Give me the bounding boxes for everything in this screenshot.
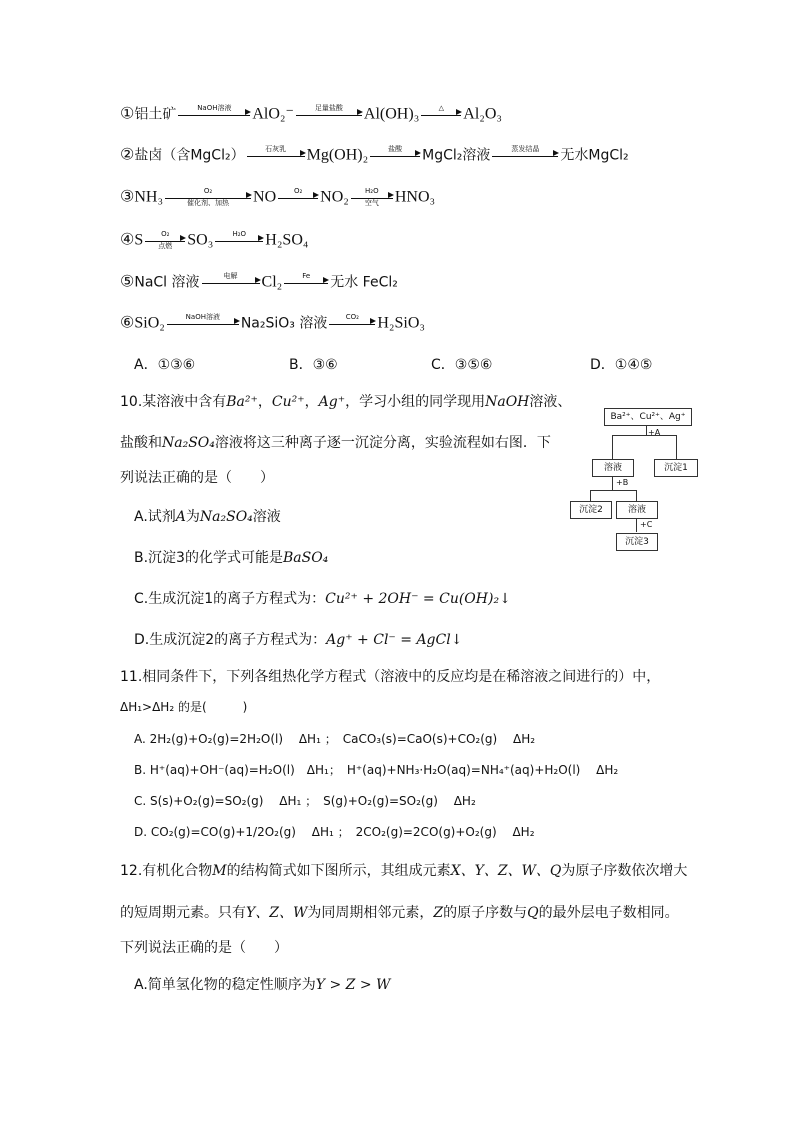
reaction-arrow: 石灰乳 <box>247 145 305 166</box>
route-3 <box>120 187 435 208</box>
route-start: NH₃ <box>134 188 164 206</box>
route-5 <box>120 272 398 293</box>
route-start: 铝土矿 <box>134 106 177 123</box>
route-6 <box>120 313 425 334</box>
route-product: H₂SiO₃ <box>377 314 425 332</box>
flow-connector <box>636 518 637 532</box>
route-start: SiO₂ <box>134 314 165 332</box>
flow-precipitate-3: 沉淀3 <box>616 533 658 551</box>
q10-option-b[interactable]: B.沉淀3的化学式可能是BaSO₄ <box>134 550 329 566</box>
reaction-arrow: △ <box>421 104 461 125</box>
route-num: ⑥ <box>120 314 135 332</box>
flow-connector <box>646 425 647 435</box>
route-product: Cl₂ <box>261 273 283 291</box>
flow-connector <box>590 490 636 491</box>
q11-option-b[interactable]: B. H⁺(aq)+OH⁻(aq)=H₂O(l) ΔH₁； H⁺(aq)+NH₃·H₂O(aq)=NH₄⁺(aq)+H₂O(l) ΔH₂ <box>134 763 619 777</box>
q11-option-d[interactable]: D. CO₂(g)=CO(g)+1/2O₂(g) ΔH₁ ； 2CO₂(g)=2CO(g)+O₂(g) ΔH₂ <box>134 825 535 839</box>
reaction-arrow: 电解 <box>202 272 260 293</box>
flow-connector <box>612 435 613 459</box>
route-2 <box>120 145 629 166</box>
reaction-arrow: CO₂ <box>329 313 375 334</box>
flow-connector <box>612 476 613 490</box>
flow-precipitate-1: 沉淀1 <box>654 459 698 477</box>
q10-stem-line3: 列说法正确的是（ ） <box>120 470 274 486</box>
reaction-arrow: O₂ 点燃 <box>145 230 185 251</box>
route-product: 无水MgCl₂ <box>560 147 629 164</box>
reaction-arrow: 足量盐酸 <box>296 104 362 125</box>
q11-stem-line1: 11.相同条件下，下列各组热化学方程式（溶液中的反应均是在稀溶液之间进行的）中， <box>120 669 661 685</box>
route-product: NO <box>253 188 277 206</box>
reaction-arrow: H₂O 空气 <box>351 187 393 208</box>
q10-stem-line2: 盐酸和Na₂SO₄溶液将这三种离子逐一沉淀分离，实验流程如右图．下 <box>120 435 551 451</box>
reaction-arrow: NaOH溶液 <box>167 313 239 334</box>
flow-connector <box>612 435 676 436</box>
flow-start-ions: Ba²⁺、Cu²⁺、Ag⁺ <box>604 408 692 426</box>
q9-option-b[interactable]: B．③⑥ <box>289 357 338 373</box>
route-num: ④ <box>120 231 135 249</box>
route-product: Al(OH)₃ <box>363 105 420 123</box>
reaction-arrow: NaOH溶液 <box>178 104 250 125</box>
reaction-arrow: H₂O <box>215 230 263 251</box>
route-num: ② <box>120 146 135 164</box>
route-4 <box>120 230 308 251</box>
q10-option-a[interactable]: A.试剂A为Na₂SO₄溶液 <box>134 509 281 525</box>
route-product: 无水 FeCl₂ <box>330 274 398 291</box>
q10-stem-line1: 10.某溶液中含有Ba²⁺，Cu²⁺，Ag⁺，学习小组的同学现用NaOH溶液、 <box>120 394 572 410</box>
route-product: Na₂SiO₃ 溶液 <box>240 315 328 332</box>
route-num: ① <box>120 105 135 123</box>
route-start: NaCl 溶液 <box>134 274 200 291</box>
route-product: NO₂ <box>320 188 349 206</box>
reaction-arrow: 盐酸 <box>370 145 420 166</box>
q11-option-a[interactable]: A. 2H₂(g)+O₂(g)=2H₂O(l) ΔH₁ ； CaCO₃(s)=CaO(s)+CO₂(g) ΔH₂ <box>134 732 536 746</box>
q12-stem-line1: 12.有机化合物M的结构简式如下图所示，其组成元素X、Y、Z、W、Q为原子序数依次增大 <box>120 863 688 879</box>
q11-option-c[interactable]: C. S(s)+O₂(g)=SO₂(g) ΔH₁ ； S(g)+O₂(g)=SO₂(g) ΔH₂ <box>134 794 476 808</box>
route-1 <box>120 104 502 125</box>
route-num: ③ <box>120 188 135 206</box>
flow-precipitate-2: 沉淀2 <box>570 501 612 519</box>
q12-stem-line3: 下列说法正确的是（ ） <box>120 940 288 956</box>
reaction-arrow: O₂ <box>278 187 318 208</box>
reaction-arrow: O₂ 催化剂、加热 <box>165 187 251 208</box>
route-product: AlO₂⁻ <box>252 105 294 123</box>
route-start: S <box>134 231 144 249</box>
route-product: SO₃ <box>187 231 214 249</box>
q9-option-d[interactable]: D．①④⑤ <box>590 357 653 373</box>
flow-connector <box>676 435 677 459</box>
flow-solution-2: 溶液 <box>616 501 658 519</box>
reaction-arrow: 蒸发结晶 <box>492 145 558 166</box>
q12-stem-line2: 的短周期元素。只有Y、Z、W为同周期相邻元素，Z的原子序数与Q的最外层电子数相同。 <box>120 905 679 921</box>
flow-connector <box>590 490 591 501</box>
route-start: 盐卤（含MgCl₂） <box>134 147 245 164</box>
q10-option-d[interactable]: D.生成沉淀2的离子方程式为：Ag⁺ + Cl⁻ = AgCl↓ <box>134 632 463 648</box>
q9-option-c[interactable]: C．③⑤⑥ <box>431 357 493 373</box>
q12-option-a[interactable]: A.简单氢化物的稳定性顺序为Y > Z > W <box>134 977 391 993</box>
separation-flowchart <box>570 408 700 558</box>
route-product: Mg(OH)₂ <box>306 146 369 164</box>
flow-add-a: +A <box>648 428 661 437</box>
route-product: MgCl₂溶液 <box>422 147 491 164</box>
flow-add-c: +C <box>640 520 653 529</box>
reaction-arrow: Fe <box>284 272 328 293</box>
flow-solution-1: 溶液 <box>592 459 634 477</box>
route-product: H₂SO₄ <box>265 231 309 249</box>
q9-option-a[interactable]: A．①③⑥ <box>134 357 196 373</box>
route-product: Al₂O₃ <box>463 105 502 123</box>
flow-add-b: +B <box>616 478 629 487</box>
q10-option-c[interactable]: C.生成沉淀1的离子方程式为：Cu²⁺ + 2OH⁻ = Cu(OH)₂↓ <box>134 591 511 607</box>
q11-stem-line2: ΔH₁>ΔH₂ 的是( ) <box>120 700 248 714</box>
route-product: HNO₃ <box>394 188 436 206</box>
flow-connector <box>636 490 637 501</box>
route-num: ⑤ <box>120 273 135 291</box>
